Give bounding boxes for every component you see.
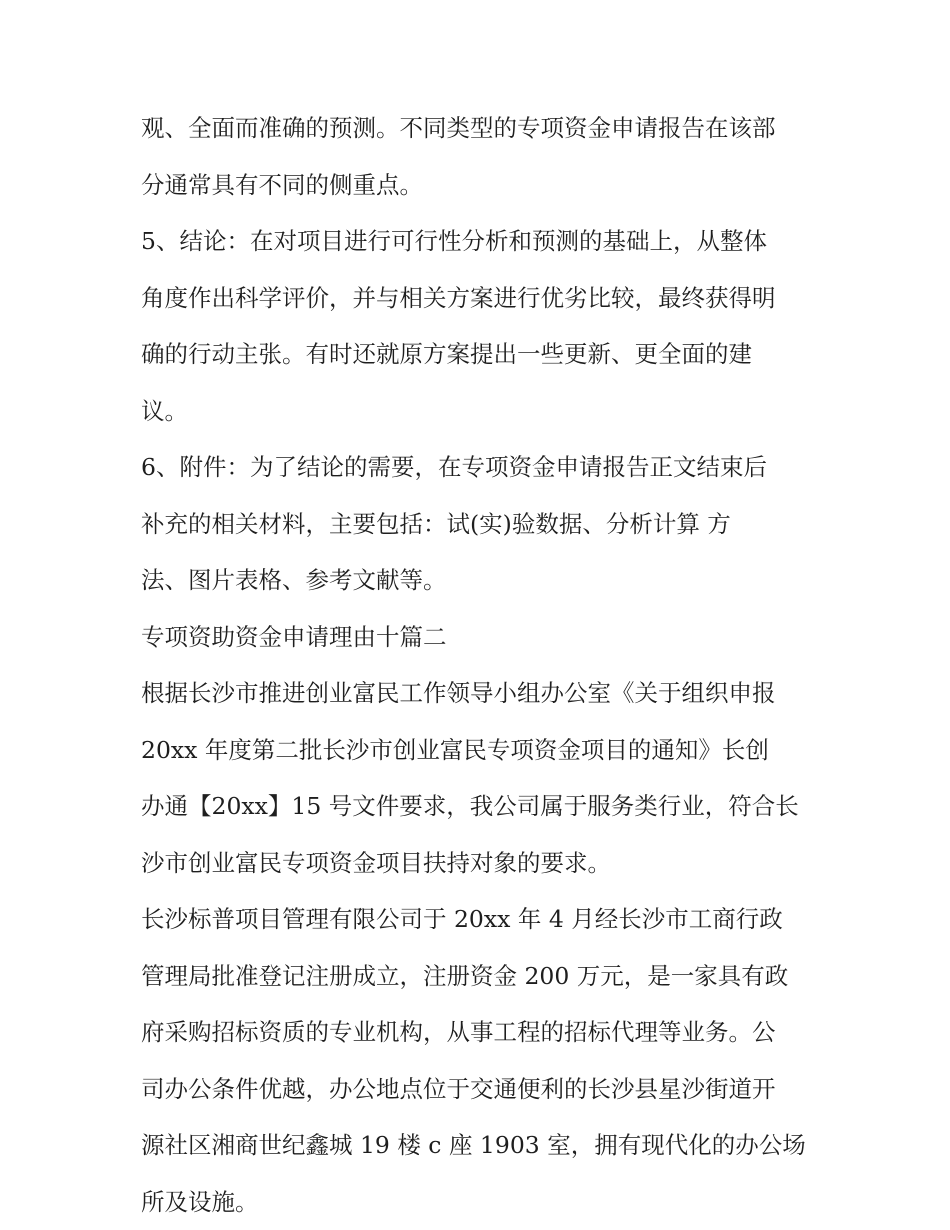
text-line: 20xx 年度第二批长沙市创业富民专项资金项目的通知》长创 <box>141 722 831 779</box>
text-line: 观、全面而准确的预测。不同类型的专项资金申请报告在该部 <box>141 100 831 157</box>
text-line: 长沙标普项目管理有限公司于 20xx 年 4 月经长沙市工商行政 <box>141 891 831 948</box>
text-line: 源社区湘商世纪鑫城 19 楼 c 座 1903 室，拥有现代化的办公场 <box>141 1117 831 1174</box>
text-line: 确的行动主张。有时还就原方案提出一些更新、更全面的建 <box>141 326 831 383</box>
text-line: 司办公条件优越，办公地点位于交通便利的长沙县星沙街道开 <box>141 1061 831 1118</box>
text-line: 5、结论：在对项目进行可行性分析和预测的基础上，从整体 <box>141 213 831 270</box>
text-line: 管理局批准登记注册成立，注册资金 200 万元，是一家具有政 <box>141 948 831 1005</box>
text-line: 分通常具有不同的侧重点。 <box>141 157 831 214</box>
text-line: 6、附件：为了结论的需要，在专项资金申请报告正文结束后 <box>141 439 831 496</box>
section-heading: 专项资助资金申请理由十篇二 <box>141 609 831 666</box>
text-line: 角度作出科学评价，并与相关方案进行优劣比较，最终获得明 <box>141 270 831 327</box>
document-body <box>141 100 831 1230</box>
text-line: 法、图片表格、参考文献等。 <box>141 552 831 609</box>
text-line: 补充的相关材料，主要包括：试(实)验数据、分析计算 方 <box>141 496 831 553</box>
text-line: 根据长沙市推进创业富民工作领导小组办公室《关于组织申报 <box>141 665 831 722</box>
text-line: 府采购招标资质的专业机构，从事工程的招标代理等业务。公 <box>141 1004 831 1061</box>
text-line: 办通【20xx】15 号文件要求，我公司属于服务类行业，符合长 <box>141 778 831 835</box>
text-line: 所及设施。 <box>141 1174 831 1230</box>
text-line: 沙市创业富民专项资金项目扶持对象的要求。 <box>141 835 831 892</box>
text-line: 议。 <box>141 383 831 440</box>
